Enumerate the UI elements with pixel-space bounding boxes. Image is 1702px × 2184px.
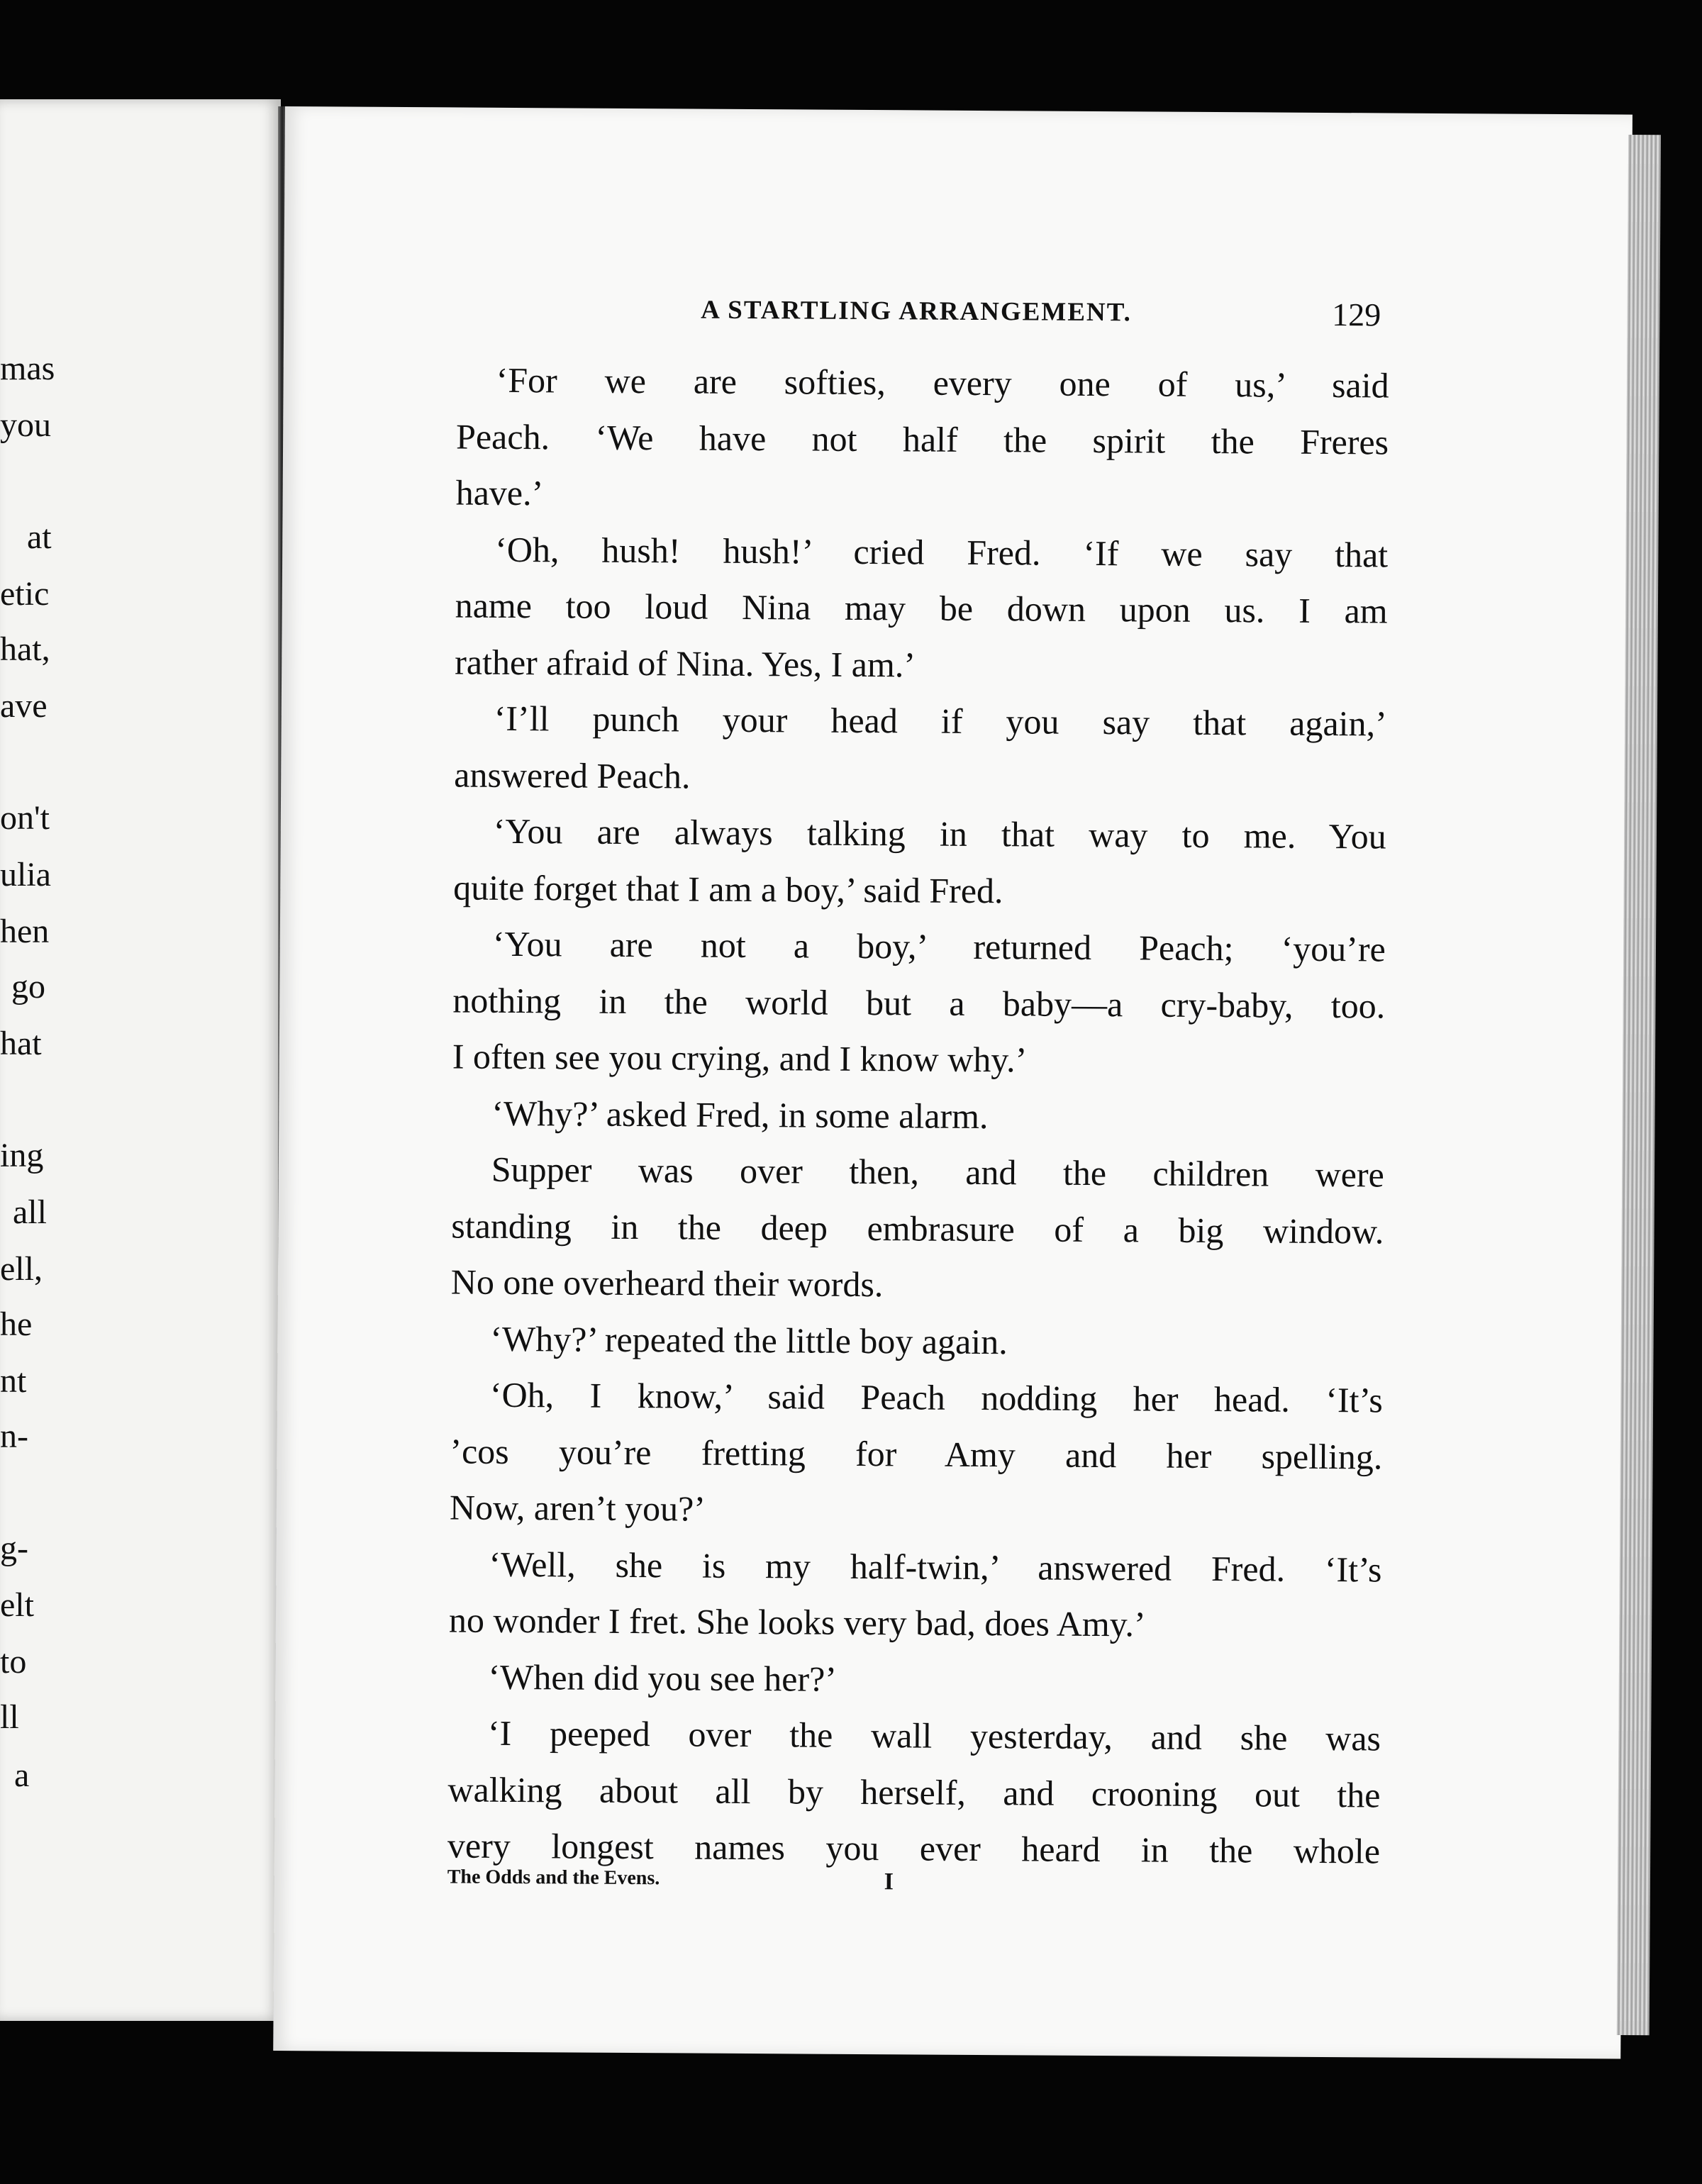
- text-line: very longest names you ever heard in the whole: [447, 1825, 1381, 1871]
- text-line: ‘You are not a boy,’ returned Peach; ‘you’re: [492, 923, 1386, 969]
- left-fragment: g-: [0, 1530, 28, 1567]
- left-fragment: at: [27, 518, 52, 556]
- text-line: ‘Oh, I know,’ said Peach nodding her head. ‘It’s: [489, 1374, 1384, 1420]
- text-line: have.’: [455, 472, 544, 513]
- text-line: standing in the deep embrasure of a big window.: [451, 1205, 1384, 1251]
- text-line: ‘Why?’ repeated the little boy again.: [490, 1318, 1008, 1361]
- left-fragment: ll: [0, 1698, 19, 1736]
- left-fragment: nt: [0, 1362, 27, 1400]
- text-line: No one overheard their words.: [450, 1261, 884, 1305]
- left-fragment: a: [14, 1756, 30, 1794]
- text-line: no wonder I fret. She looks very bad, does Amy.’: [448, 1600, 1146, 1644]
- text-line: ‘You are always talking in that way to me. You: [493, 810, 1386, 857]
- left-fragment: hat: [0, 1025, 42, 1062]
- left-fragment: ell,: [0, 1250, 43, 1288]
- text-line: ‘For we are softies, every one of us,’ said: [496, 360, 1389, 406]
- text-line: Now, aren’t you?’: [449, 1487, 706, 1529]
- text-line: rather afraid of Nina. Yes, I am.’: [455, 641, 916, 684]
- page-number: 129: [1332, 296, 1381, 333]
- left-fragment: elt: [0, 1586, 34, 1624]
- book-page: [273, 106, 1633, 2059]
- text-line: I often see you crying, and I know why.’: [452, 1036, 1028, 1080]
- text-line: quite forget that I am a boy,’ said Fred.: [453, 867, 1003, 910]
- left-fragment: to: [0, 1643, 27, 1681]
- left-fragment: go: [11, 968, 45, 1005]
- left-page-fragment: [0, 99, 281, 2021]
- left-fragment: ave: [0, 687, 48, 725]
- text-line: ‘When did you see her?’: [488, 1656, 838, 1699]
- text-line: ‘Well, she is my half-twin,’ answered Fred. ‘It’s: [489, 1544, 1382, 1589]
- text-line: ‘Oh, hush! hush!’ cried Fred. ‘If we say that: [495, 529, 1389, 575]
- left-fragment: etic: [0, 575, 50, 613]
- text-line: ‘I peeped over the wall yesterday, and she was: [487, 1712, 1381, 1759]
- running-head: A STARTLING ARRANGEMENT.: [701, 295, 1132, 328]
- text-line: ‘Why?’ asked Fred, in some alarm.: [491, 1093, 989, 1136]
- text-line: answered Peach.: [454, 754, 691, 796]
- left-fragment: n-: [0, 1417, 28, 1455]
- text-line: Supper was over then, and the children were: [491, 1149, 1384, 1195]
- text-line: nothing in the world but a baby—a cry-baby, too.: [452, 979, 1386, 1025]
- text-line: ‘I’ll punch your head if you say that again,’: [494, 698, 1387, 744]
- left-fragment: on't: [0, 799, 50, 837]
- text-line: ’cos you’re fretting for Amy and her spelling.: [450, 1430, 1383, 1476]
- text-line: name too loud Nina may be down upon us. I am: [455, 585, 1388, 631]
- left-fragment: hat,: [0, 630, 50, 668]
- left-fragment: hen: [0, 913, 50, 950]
- text-line: Peach. ‘We have not half the spirit the Freres: [455, 416, 1389, 462]
- book-title-footer: The Odds and the Evens.: [447, 1866, 660, 1890]
- body-text: [447, 352, 1389, 1879]
- left-fragment: mas: [0, 350, 55, 387]
- signature-mark: I: [884, 1868, 894, 1895]
- left-fragment: ulia: [0, 856, 51, 893]
- text-line: walking about all by herself, and crooning out the: [447, 1768, 1381, 1815]
- left-fragment: ing: [0, 1137, 44, 1174]
- left-fragment: you: [0, 406, 51, 444]
- left-fragment: all: [13, 1193, 47, 1231]
- left-fragment: he: [0, 1305, 33, 1343]
